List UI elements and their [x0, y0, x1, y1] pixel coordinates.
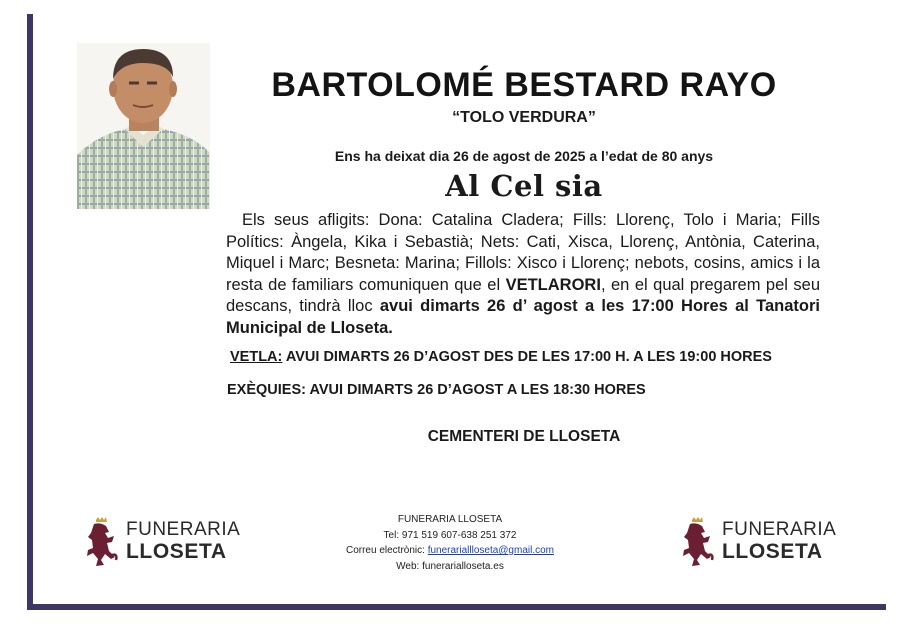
footer-email-link[interactable]: funerariallloseta@gmail.com	[427, 545, 555, 556]
al-cel-sia-heading: Al Cel sia	[445, 169, 603, 203]
deceased-portrait	[77, 43, 210, 209]
logo-line2: LLOSETA	[126, 540, 227, 563]
logo-line1: FUNERARIA	[126, 519, 241, 540]
funeraria-logo-left	[80, 516, 240, 566]
footer-phone: Tel: 971 519 607-638 251 372	[383, 529, 517, 541]
exequies-line: EXÈQUIES: AVUI DIMARTS 26 D’AGOST A LES 18:30 HORES	[227, 382, 646, 398]
vetlarori-word: VETLARORI	[505, 275, 601, 294]
vetla-line	[230, 349, 772, 365]
descans-text: , en el qual pregarem pel seu descans, tindrà lloc	[226, 275, 821, 316]
vetla-label: VETLA:	[230, 349, 283, 365]
death-announcement: Ens ha deixat dia 26 de agost de 2025 a l’edat de 80 anys	[334, 148, 714, 164]
funeral-home-contact	[300, 512, 600, 574]
footer-web: Web: funerarialloseta.es	[396, 560, 504, 572]
family-announcement	[226, 210, 820, 340]
logo-line2: LLOSETA	[722, 540, 823, 563]
deceased-name: BARTOLOMÉ BESTARD RAYO	[271, 66, 777, 104]
cemetery-name: CEMENTERI DE LLOSETA	[427, 428, 621, 445]
frame-left-bar	[27, 14, 33, 610]
logo-line1: FUNERARIA	[722, 519, 837, 540]
frame-bottom-bar	[27, 604, 886, 610]
footer-email-line	[300, 543, 600, 559]
footer-email-label: Correu electrònic:	[345, 545, 428, 556]
family-text: Els seus afligits: Dona: Catalina Cladera; Fills: Llorenç, Tolo i Maria; Fills Polítics: Àngela, Kika i Sebastià; Nets: Cati, Xisca, Llorenç, Antònia, Caterina, Miquel i Marc; Besneta: Marina; Fillols: Xisco i Llorenç; nebots, cosins, amics i la resta de familiars comuniquen que el	[226, 211, 820, 294]
wake-datetime: avui dimarts 26 d’ agost a les 17:00 Hores al Tanatori Municipal de Lloseta.	[226, 297, 820, 337]
funeraria-logo-right	[676, 516, 836, 566]
footer-company: FUNERARIA LLOSETA	[397, 514, 503, 525]
deceased-nickname: “TOLO VERDURA”	[452, 109, 596, 126]
vetla-text: AVUI DIMARTS 26 D’AGOST DES DE LES 17:00 H. A LES 19:00 HORES	[282, 349, 772, 365]
lion-rampant-icon	[80, 516, 122, 566]
lion-rampant-icon	[676, 516, 718, 566]
